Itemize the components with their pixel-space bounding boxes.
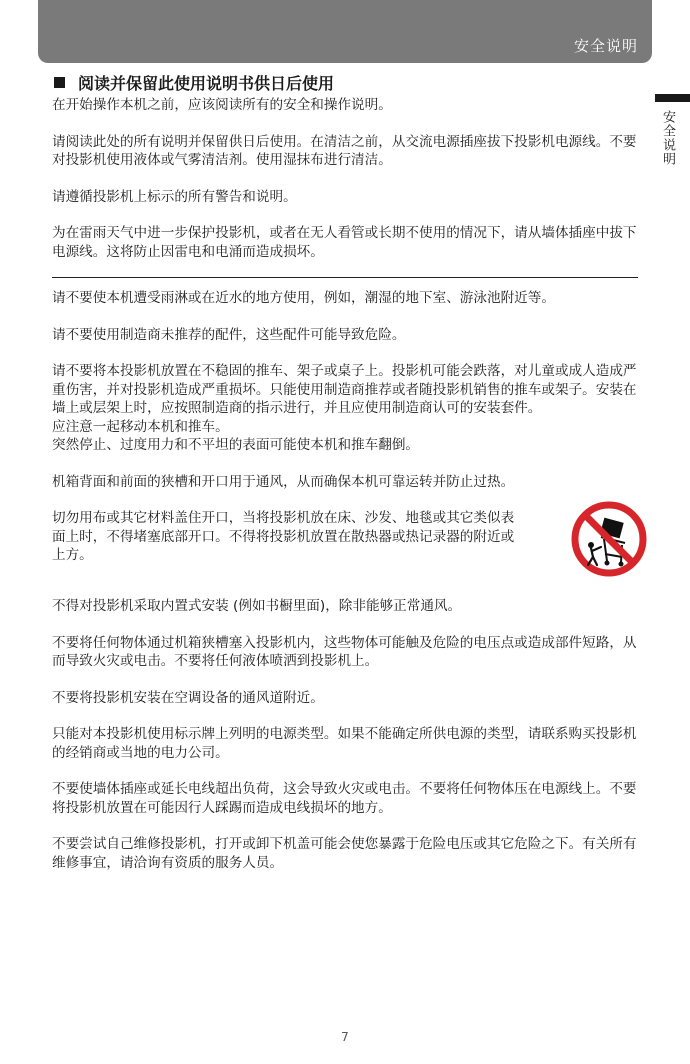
- paragraph: 切勿用布或其它材料盖住开口，当将投影机放在床、沙发、地毯或其它类似表面上时，不得堵塞底部开口。不得将投影机放置在散热器或热记录器的附近或上方。: [52, 510, 515, 563]
- paragraph: 为在雷雨天气中进一步保护投影机，或者在无人看管或长期不使用的情况下，请从墙体插座中拔下电源线。这将防止因雷电和电涌而造成损坏。: [52, 225, 637, 260]
- paragraph: 请阅读此处的所有说明并保留供日后使用。在清洁之前，从交流电源插座拔下投影机电源线。不要对投影机使用液体或气雾清洁剂。使用湿抹布进行清洁。: [52, 133, 637, 168]
- header-title: 安全说明: [573, 37, 638, 55]
- paragraph: 不要将任何物体通过机箱狭槽塞入投影机内，这些物体可能触及危险的电压点或造成部件短路，从而导致火灾或电击。不要将任何液体喷洒到投影机上。: [52, 634, 637, 669]
- paragraph: 不要将投影机安装在空调设备的通风道附近。: [52, 689, 324, 706]
- square-bullet-icon: [54, 77, 65, 88]
- side-tab-marker: [655, 94, 690, 102]
- section-heading: [52, 72, 638, 92]
- paragraph: 突然停止、过度用力和不平坦的表面可能使本机和推车翻倒。: [52, 437, 420, 453]
- paragraph: 请不要使用制造商未推荐的配件，这些配件可能导致危险。: [52, 326, 406, 343]
- header-bar: [38, 0, 652, 63]
- main-content: [52, 72, 638, 872]
- paragraph: 请不要使本机遭受雨淋或在近水的地方使用，例如，潮湿的地下室、游泳池附近等。: [52, 290, 555, 306]
- section-heading-text: 阅读并保留此使用说明书供日后使用: [78, 73, 335, 93]
- paragraph: 应注意一起移动本机和推车。: [52, 418, 229, 435]
- paragraph: 只能对本投影机使用标示牌上列明的电源类型。如果不能确定所供电源的类型，请联系购买投影机的经销商或当地的电力公司。: [52, 726, 637, 761]
- paragraph: 在开始操作本机之前，应该阅读所有的安全和操作说明。: [52, 97, 392, 113]
- side-tab-label: 安全说明: [660, 110, 675, 166]
- paragraph: 不要尝试自己维修投影机，打开或卸下机盖可能会使您暴露于危险电压或其它危险之下。有关所有维修事宜，请洽询有资质的服务人员。: [52, 836, 637, 871]
- divider: [52, 277, 638, 278]
- paragraph: 机箱背面和前面的狭槽和开口用于通风，从而确保本机可靠运转并防止过热。: [52, 473, 515, 490]
- page-number: 7: [341, 1030, 349, 1044]
- paragraph: 不得对投影机采取内置式安装 (例如书橱里面)，除非能够正常通风。: [52, 598, 462, 614]
- paragraph: 请遵循投影机上标示的所有警告和说明。: [52, 188, 297, 205]
- no-cart-tipping-icon: [569, 499, 649, 579]
- paragraph-with-icon: [52, 509, 638, 579]
- paragraph: 不要使墙体插座或延长电线超出负荷，这会导致火灾或电击。不要将任何物体压在电源线上。不要将投影机放置在可能因行人踩踢而造成电线损坏的地方。: [52, 781, 637, 816]
- paragraph: 请不要将本投影机放置在不稳固的推车、架子或桌子上。投影机可能会跌落，对儿童或成人造成严重伤害，并对投影机造成严重损坏。只能使用制造商推荐或者随投影机销售的推车或架子。安装在墙上或层架上时，应按照制造商的指示进行，并且应使用制造商认可的安装套件。: [52, 363, 637, 416]
